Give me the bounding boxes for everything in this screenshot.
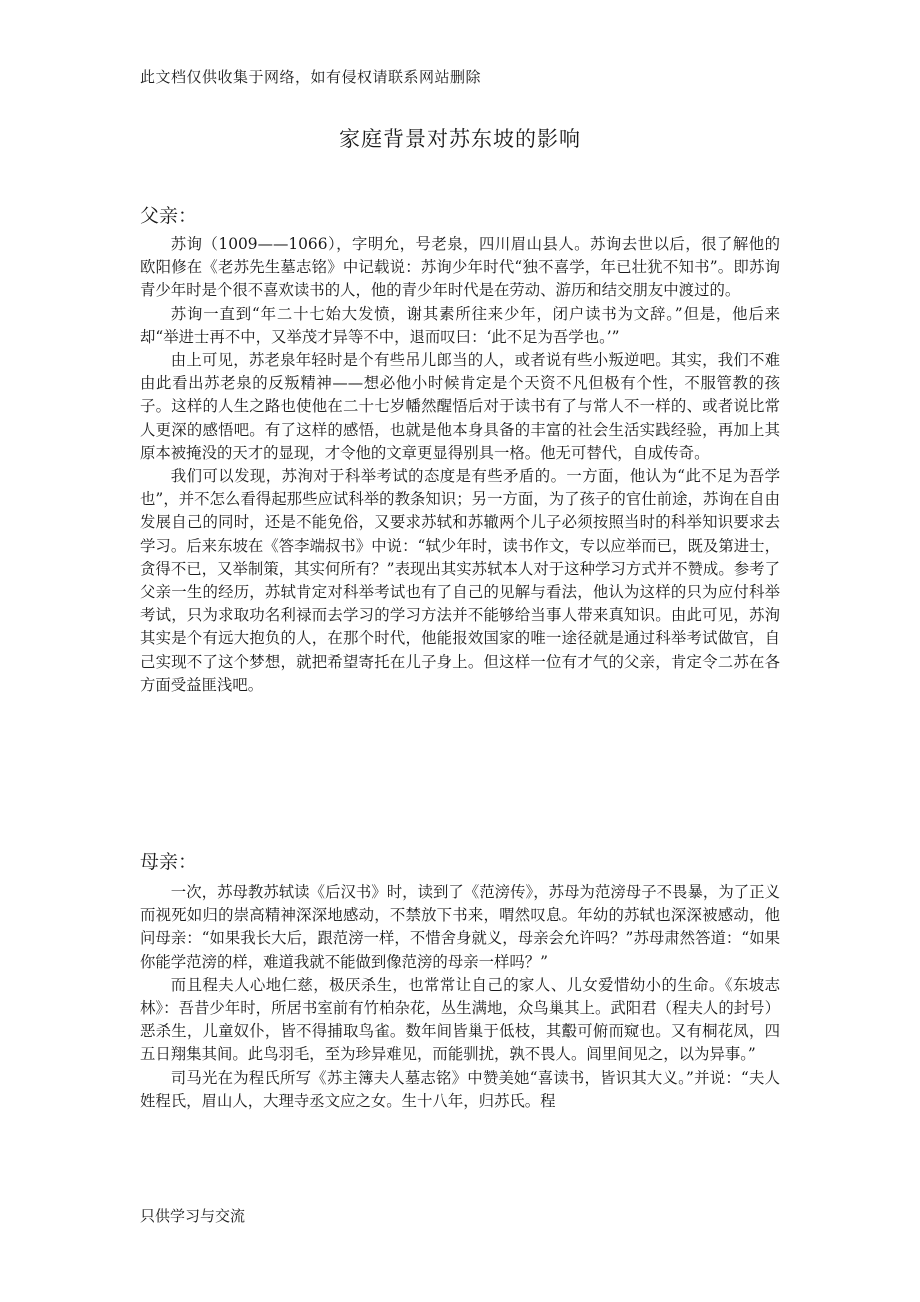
paragraph: 苏询（1009——1066），字明允，号老泉，四川眉山县人。苏询去世以后，很了解他的欧阳修在《老苏先生墓志铭》中记载说：苏询少年时代“独不喜学，年已壮犹不知书”。即苏询青少年时是个很不喜欢读书的人，他的青少年时代是在劳动、游历和结交朋友中渡过的。 [140,235,780,300]
paragraph: 苏询一直到“年二十七始大发愤，谢其素所往来少年，闭户读书为文辞。”但是，他后来却“举进士再不中，又举茂才异等不中，退而叹曰：‘此不足为吾学也。’” [140,304,780,346]
section-body-father [140,233,780,697]
document-title: 家庭背景对苏东坡的影响 [339,127,581,151]
paragraph: 司马光在为程氏所写《苏主簿夫人墓志铭》中赞美她“喜读书，皆识其大义。”并说：“夫人姓程氏，眉山人，大理寺丞文应之女。生十八年，归苏氏。程 [140,1068,780,1110]
footer-note: 只供学习与交流 [140,1207,246,1225]
section-body-mother [140,881,780,1113]
paragraph: 我们可以发现，苏洵对于科举考试的态度是有些矛盾的。一方面，他认为“此不足为吾学也”，并不怎么看得起那些应试科举的教条知识；另一方面，为了孩子的官仕前途，苏询在自由发展自己的同时，还是不能免俗，又要求苏轼和苏辙两个儿子必须按照当时的科举知识要求去学习。后来东坡在《答李端叔书》中说：“轼少年时，读书作文，专以应举而已，既及第进士，贪得不已，又举制策，其实何所有？”表现出其实苏轼本人对于这种学习方式并不赞成。参考了父亲一生的经历，苏轼肯定对科举考试也有了自己的见解与看法，他认为这样的只为应付科举考试，只为求取功名利禄而去学习的学习方法并不能够给当事人带来真知识。由此可见，苏洵其实是个有远大抱负的人，在那个时代，他能报效国家的唯一途径就是通过科举考试做官，自己实现不了这个梦想，就把希望寄托在儿子身上。但这样一位有才气的父亲，肯定令二苏在各方面受益匪浅吧。 [140,467,780,694]
paragraph: 由上可见，苏老泉年轻时是个有些吊儿郎当的人，或者说有些小叛逆吧。其实，我们不难由此看出苏老泉的反叛精神——想必他小时候肯定是个天资不凡但极有个性，不服管教的孩子。这样的人生之路也使他在二十七岁幡然醒悟后对于读书有了与常人不一样的、或者说比常人更深的感悟吧。有了这样的感悟，也就是他本身具备的丰富的社会生活实践经验，再加上其原本被掩没的天才的显现，才令他的文章更显得别具一格。他无可替代，自成传奇。 [140,351,780,462]
section-heading-father: 父亲： [140,205,198,227]
header-disclaimer: 此文档仅供收集于网络，如有侵权请联系网站删除 [140,68,482,86]
paragraph: 一次，苏母教苏轼读《后汉书》时，读到了《范滂传》，苏母为范滂母子不畏暴，为了正义而视死如归的崇高精神深深地感动，不禁放下书来，喟然叹息。年幼的苏轼也深深被感动，他问母亲：“如果我长大后，跟范滂一样，不惜舍身就义，母亲会允许吗？”苏母肃然答道：“如果你能学范滂的样，难道我就不能做到像范滂的母亲一样吗？” [140,883,780,971]
paragraph: 而且程夫人心地仁慈，极厌杀生，也常常让自己的家人、儿女爱惜幼小的生命。《东坡志林》：吾昔少年时，所居书室前有竹柏杂花，丛生满地，众鸟巢其上。武阳君（程夫人的封号）恶杀生，儿童奴仆，皆不得捕取鸟雀。数年间皆巢于低枝，其鷇可俯而窥也。又有桐花凤，四五日翔集其间。此鸟羽毛，至为珍异难见，而能驯扰，孰不畏人。闾里间见之，以为异事。” [140,975,780,1064]
section-heading-mother: 母亲： [140,851,198,873]
